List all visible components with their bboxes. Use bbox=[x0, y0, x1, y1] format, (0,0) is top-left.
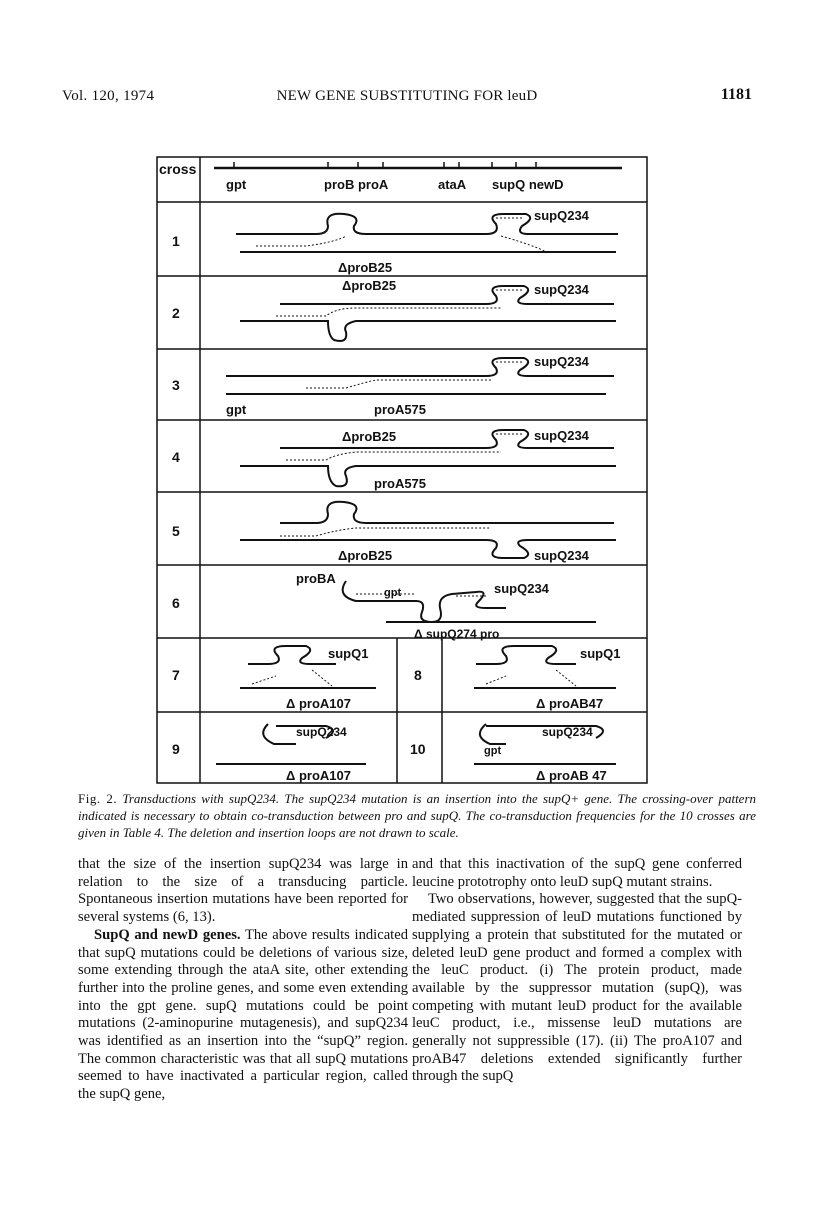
row5-label-supQ234: supQ234 bbox=[534, 548, 589, 563]
row1-label-supQ234: supQ234 bbox=[534, 208, 589, 223]
cross-number-1: 1 bbox=[172, 233, 180, 249]
left-paragraph-2-text: The above results indicated that supQ mutations could be deletions of various size, some extending through the ataA site, other extending further into the proline genes, and some even extending into the gpt gene. supQ mutations could be point mutations (2-aminopurine mutagenesis), and supQ234 was identified as an insertion into the “supQ” region. The common characteristic was that all supQ mutations seemed to have inactivated a particular region, called the supQ gene, bbox=[78, 926, 408, 1103]
row2-label-supQ234: supQ234 bbox=[534, 282, 589, 297]
row10-label-deltaProAB47: Δ proAB 47 bbox=[536, 768, 607, 783]
running-title: NEW GENE SUBSTITUTING FOR leuD bbox=[276, 88, 538, 104]
gene-label-proBA: proB proA bbox=[324, 177, 389, 192]
row5-label-deltaProB25: ΔproB25 bbox=[338, 548, 393, 563]
caption-label: Fig. 2. bbox=[78, 791, 118, 806]
gene-label-ataA: ataA bbox=[438, 177, 467, 192]
left-paragraph-1: that the size of the insertion supQ234 was large in relation to the size of a transducing particle. Spontaneous insertion mutations have been reported for several systems (6, 13). bbox=[78, 856, 408, 926]
row6-label-deltaSupQ274: Δ supQ274 pro bbox=[414, 627, 500, 641]
right-column bbox=[412, 856, 742, 1086]
cross-number-9: 9 bbox=[172, 741, 180, 757]
cross-number-6: 6 bbox=[172, 595, 180, 611]
row4-label-deltaProB25: ΔproB25 bbox=[342, 429, 397, 444]
page-number: 1181 bbox=[720, 86, 752, 103]
left-paragraph-2 bbox=[78, 927, 408, 1104]
row6-label-proBA: proBA bbox=[296, 571, 336, 586]
row7-label-deltaProA107: Δ proA107 bbox=[286, 696, 351, 711]
cross-column-label: cross bbox=[159, 161, 197, 177]
row3-label-proA575: proA575 bbox=[374, 402, 427, 417]
figure-2 bbox=[156, 156, 650, 784]
cross-number-4: 4 bbox=[172, 449, 180, 465]
row4-label-supQ234: supQ234 bbox=[534, 428, 589, 443]
caption-text: Transductions with supQ234. The supQ234 mutation is an insertion into the supQ+ gene. The crossing-over pattern indicated is necessary to obtain co-transduction between pro and supQ. The co-transduction frequencies for the 10 crosses are given in Table 4. The deletion and insertion loops are not drawn to scale. bbox=[78, 791, 757, 840]
row9-label-supQ234: supQ234 bbox=[296, 725, 347, 739]
gene-label-gpt: gpt bbox=[226, 177, 247, 192]
figure-caption bbox=[78, 791, 756, 841]
right-paragraph-2: Two observations, however, suggested that the supQ-mediated suppression of leuD mutations functioned by supplying a protein that substituted for the mutated or deleted leuD gene product and formed a complex with the leuC product. (i) The protein product, made available by the suppressor mutation (supQ), was competing with mutant leuD product for the available leuC product, i.e., missense leuD mutations are generally not suppressible (17). (ii) The proA107 and proAB47 deletions extended significantly further through the supQ bbox=[412, 891, 742, 1085]
figure-frame bbox=[157, 157, 647, 783]
gene-label-supQ-newD: supQ newD bbox=[492, 177, 564, 192]
right-paragraph-1: and that this inactivation of the supQ gene conferred leucine prototrophy onto leuD supQ mutant strains. bbox=[412, 856, 742, 890]
cross-number-8: 8 bbox=[414, 667, 422, 683]
row1-label-deltaProB25: ΔproB25 bbox=[338, 260, 393, 275]
row10-label-supQ234: supQ234 bbox=[542, 725, 593, 739]
row6-label-gpt: gpt bbox=[384, 587, 402, 599]
section-heading: SupQ and newD genes. bbox=[94, 926, 241, 943]
volume-label: Vol. 120, 1974 bbox=[62, 88, 155, 104]
row3-label-gpt: gpt bbox=[226, 402, 247, 417]
row7-label-supQ1: supQ1 bbox=[328, 646, 369, 661]
cross-number-3: 3 bbox=[172, 377, 180, 393]
row8-label-deltaProAB47: Δ proAB47 bbox=[536, 696, 604, 711]
row6-label-supQ234: supQ234 bbox=[494, 581, 549, 596]
cross-number-7: 7 bbox=[172, 667, 180, 683]
cross-number-5: 5 bbox=[172, 523, 180, 539]
row4-label-proA575: proA575 bbox=[374, 476, 427, 491]
row10-label-gpt: gpt bbox=[484, 745, 502, 757]
left-column bbox=[78, 856, 408, 1104]
row8-label-supQ1: supQ1 bbox=[580, 646, 621, 661]
row3-label-supQ234: supQ234 bbox=[534, 354, 589, 369]
running-header bbox=[62, 88, 752, 110]
cross-number-2: 2 bbox=[172, 305, 180, 321]
cross-number-10: 10 bbox=[410, 741, 426, 757]
row9-label-deltaProA107: Δ proA107 bbox=[286, 768, 351, 783]
row2-label-deltaProB25: ΔproB25 bbox=[342, 278, 397, 293]
